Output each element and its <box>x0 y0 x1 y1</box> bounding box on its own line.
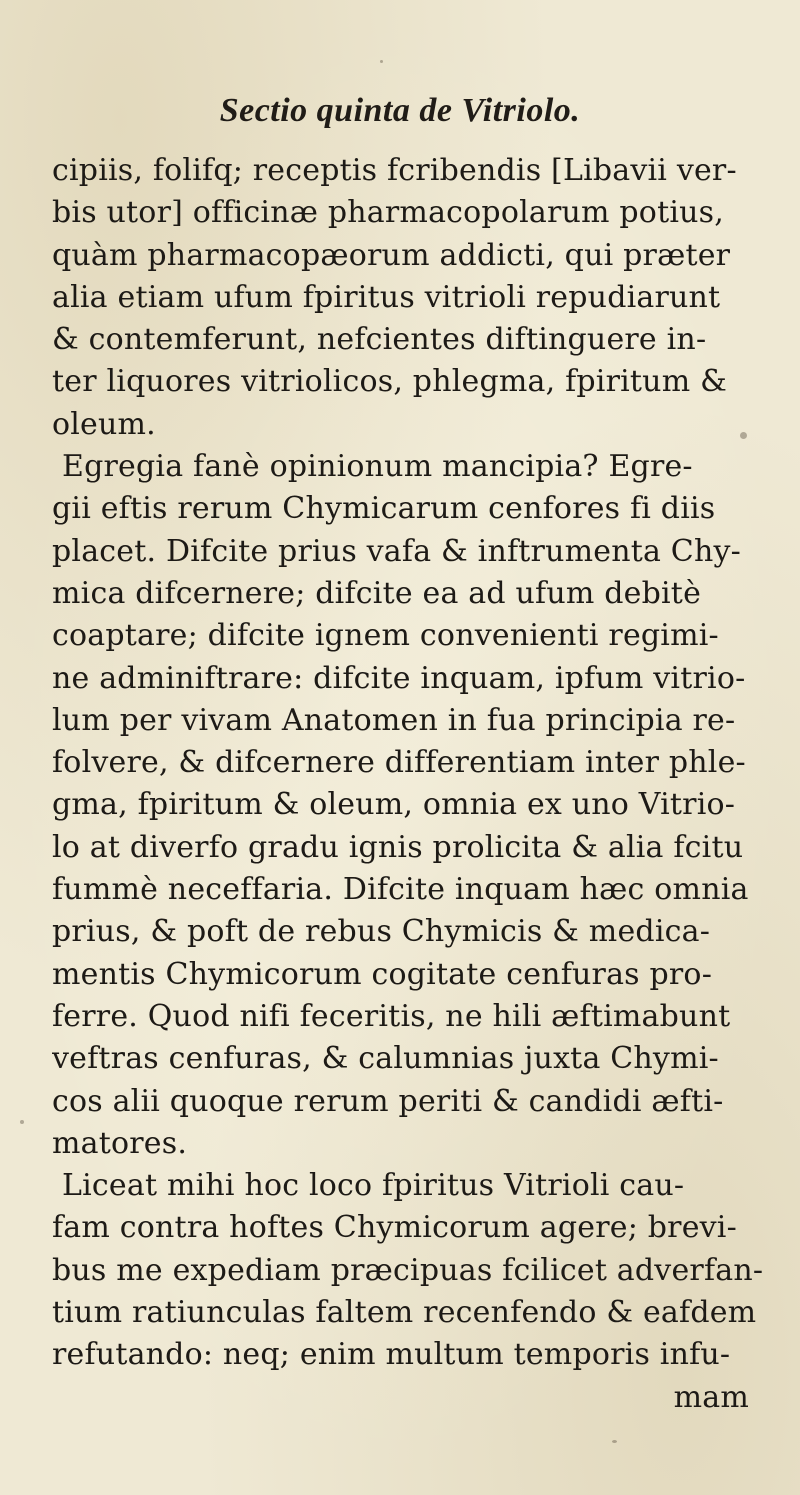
paragraph-start-line: Liceat mihi hoc loco fpiritus Vitrioli cau- <box>62 1168 685 1204</box>
text-line: bis utor] officinæ pharmacopolarum potius, <box>52 195 724 231</box>
text-line: veftras cenfuras, & calumnias juxta Chymi- <box>52 1041 719 1077</box>
paper-speck <box>740 432 747 439</box>
running-head: Sectio quinta de Vitriolo. <box>219 92 581 129</box>
text-line: refutando: neq; enim multum temporis infu- <box>52 1337 731 1373</box>
paper-speck <box>612 1440 617 1443</box>
text-line: quàm pharmacopæorum addicti, qui præter <box>52 237 731 273</box>
text-line: gma, fpiritum & oleum, omnia ex uno Vitrio- <box>52 787 736 823</box>
text-line: fam contra hoftes Chymicorum agere; brevi- <box>52 1210 737 1246</box>
text-line: alia etiam ufum fpiritus vitrioli repudiarunt <box>52 279 721 315</box>
text-line: lo at diverfo gradu ignis prolicita & alia fcitu <box>52 829 744 865</box>
paragraph-start-line: Egregia fanè opinionum mancipia? Egre- <box>62 449 693 485</box>
text-line: ne adminiftrare: difcite inquam, ipfum vitrio- <box>52 660 746 696</box>
text-line: coaptare; difcite ignem convenienti regimi- <box>52 618 719 654</box>
text-line: folvere, & difcernere differentiam inter phle- <box>52 745 746 781</box>
text-line: ferre. Quod nifi feceritis, ne hili æftimabunt <box>52 998 731 1034</box>
text-line: placet. Difcite prius vafa & inftrumenta Chy- <box>52 533 741 569</box>
text-line: cos alii quoque rerum periti & candidi æfti- <box>52 1083 724 1119</box>
text-line: oleum. <box>52 406 156 442</box>
text-line: fummè neceffaria. Difcite inquam hæc omnia <box>52 872 749 908</box>
text-line: matores. <box>52 1125 188 1161</box>
text-line: bus me expediam præcipuas fcilicet adverfan- <box>52 1252 764 1288</box>
text-line: mentis Chymicorum cogitate cenfuras pro- <box>52 956 713 992</box>
text-line: tium ratiunculas faltem recenfendo & eafdem <box>52 1295 757 1331</box>
paper-speck <box>380 60 383 63</box>
catchword: mam <box>673 1379 749 1415</box>
text-line: & contemferunt, nefcientes diftinguere in- <box>52 322 707 358</box>
text-line: ter liquores vitriolicos, phlegma, fpiritum & <box>52 364 727 400</box>
text-line: mica difcernere; difcite ea ad ufum debitè <box>52 575 702 611</box>
text-line: lum per vivam Anatomen in fua principia re- <box>52 702 736 738</box>
paper-speck <box>20 1120 24 1124</box>
text-line: prius, & poft de rebus Chymicis & medica- <box>52 914 711 950</box>
text-line: cipiis, folifq; receptis fcribendis [Libavii ver- <box>52 153 737 188</box>
text-line: gii eftis rerum Chymicarum cenfores fi diis <box>52 491 716 527</box>
body-text <box>52 150 797 1419</box>
